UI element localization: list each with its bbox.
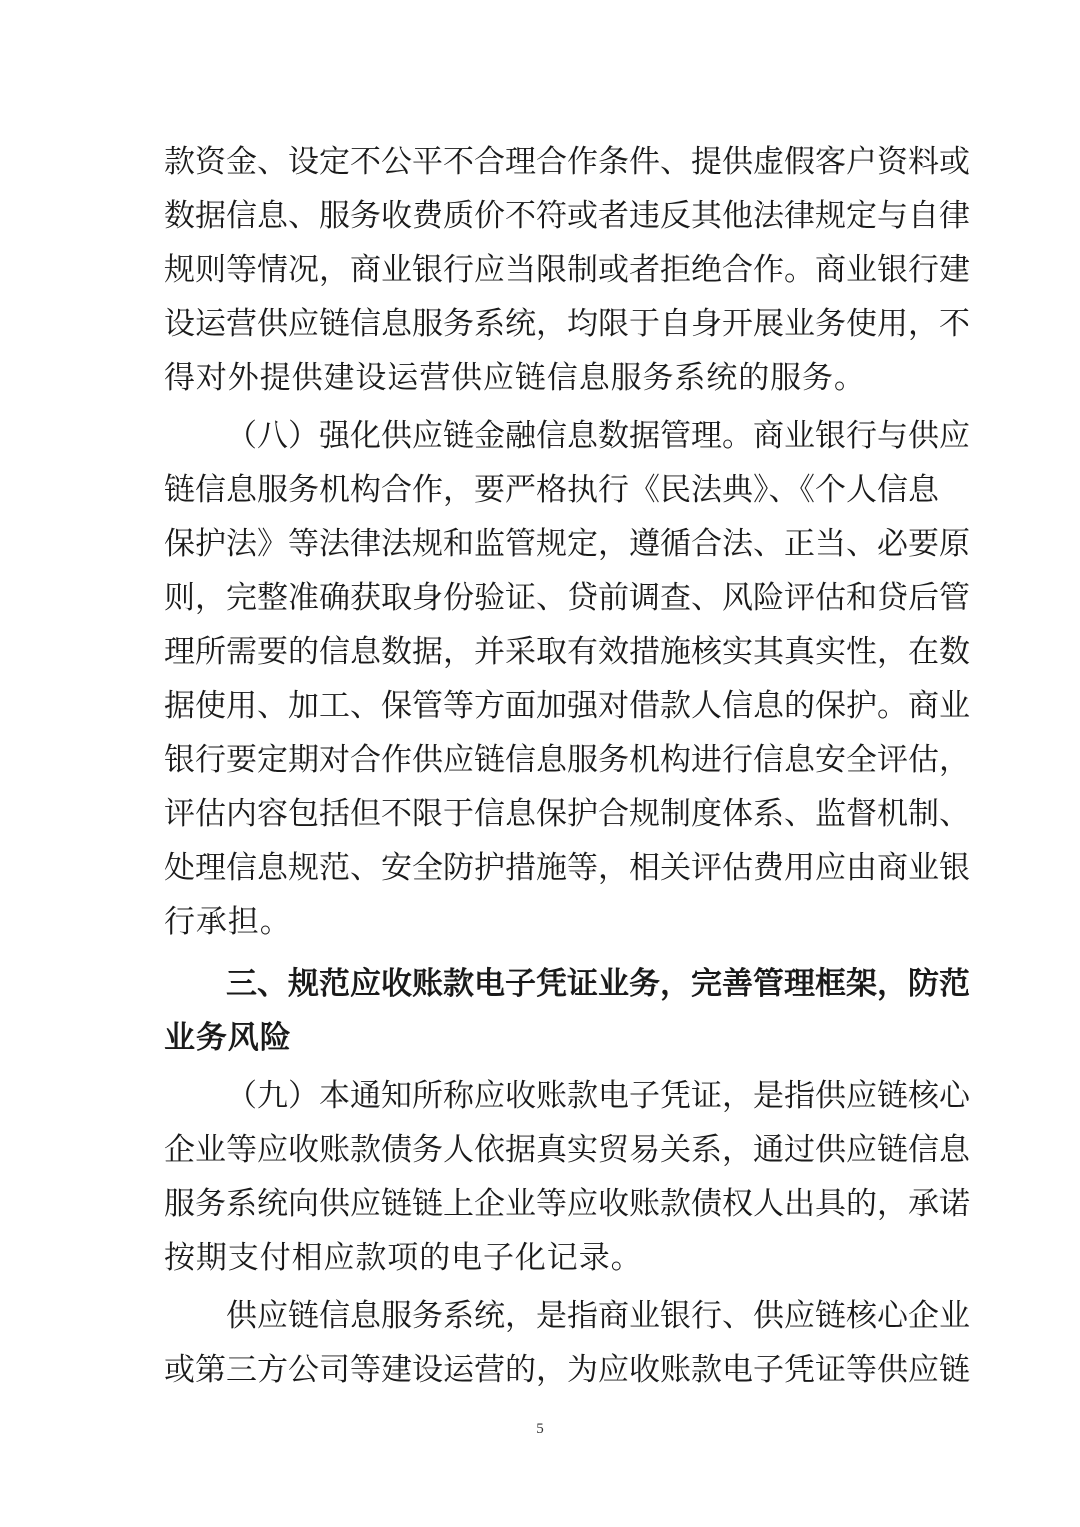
text-line: 款资金、设定不公平不合理合作条件、提供虚假客户资料或	[164, 144, 970, 180]
text-line: 保护法》等法律法规和监管规定，遵循合法、正当、必要原	[164, 526, 970, 562]
text-line: 设运营供应链信息服务系统，均限于自身开展业务使用，不	[164, 306, 970, 342]
text-line: 链信息服务机构合作，要严格执行《民法典》、《个人信息	[164, 472, 939, 508]
text-line: 评估内容包括但不限于信息保护合规制度体系、监督机制、	[164, 796, 970, 832]
paragraph-first-line: （八）强化供应链金融信息数据管理。商业银行与供应	[226, 418, 970, 454]
text-line: 得对外提供建设运营供应链信息服务系统的服务。	[164, 360, 866, 396]
text-line: 或第三方公司等建设运营的，为应收账款电子凭证等供应链	[164, 1352, 970, 1388]
text-line: 企业等应收账款债务人依据真实贸易关系，通过供应链信息	[164, 1132, 970, 1168]
text-line: 按期支付相应款项的电子化记录。	[164, 1240, 643, 1276]
section-heading-continued: 业务风险	[164, 1020, 292, 1056]
text-line: 则，完整准确获取身份验证、贷前调查、风险评估和贷后管	[164, 580, 970, 616]
text-line: 据使用、加工、保管等方面加强对借款人信息的保护。商业	[164, 688, 970, 724]
paragraph-first-line: 供应链信息服务系统，是指商业银行、供应链核心企业	[226, 1298, 970, 1334]
page-number: 5	[536, 1421, 544, 1437]
text-line: 银行要定期对合作供应链信息服务机构进行信息安全评估，	[164, 742, 970, 778]
text-line: 处理信息规范、安全防护措施等，相关评估费用应由商业银	[164, 850, 970, 886]
text-line: 规则等情况，商业银行应当限制或者拒绝合作。商业银行建	[164, 252, 970, 288]
text-line: 理所需要的信息数据，并采取有效措施核实其真实性，在数	[164, 634, 970, 670]
text-line: 行承担。	[164, 904, 292, 940]
paragraph-first-line: （九）本通知所称应收账款电子凭证，是指供应链核心	[226, 1078, 970, 1114]
text-line: 数据信息、服务收费质价不符或者违反其他法律规定与自律	[164, 198, 970, 234]
section-heading: 三、规范应收账款电子凭证业务，完善管理框架，防范	[226, 966, 970, 1002]
text-line: 服务系统向供应链链上企业等应收账款债权人出具的，承诺	[164, 1186, 970, 1222]
